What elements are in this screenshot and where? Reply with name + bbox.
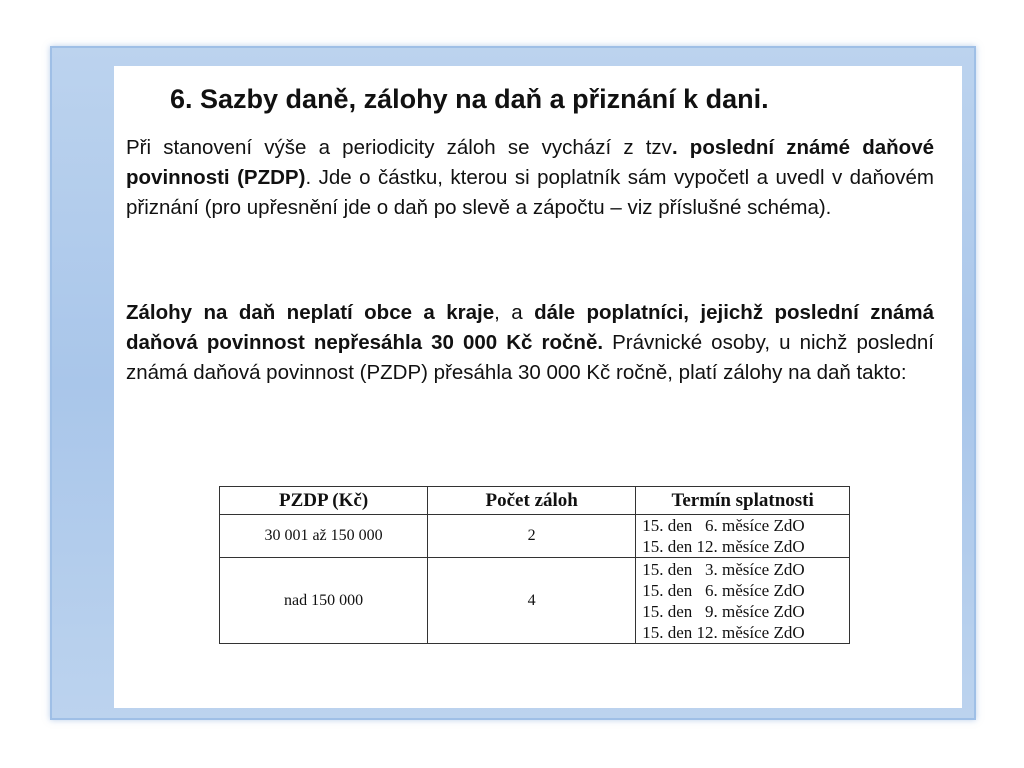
advance-payments-table	[219, 486, 850, 644]
paragraph-text: , a	[494, 301, 535, 324]
paragraph-bold-text: Zálohy na daň neplatí obce a kraje	[126, 301, 495, 324]
paragraph-exemptions	[126, 298, 934, 388]
term-line: 15. den 9. měsíce ZdO	[642, 601, 805, 621]
paragraph-bold-text: . poslední známé daňové povinnosti (PZDP)	[126, 136, 935, 189]
term-line: 15. den 12. měsíce ZdO	[642, 537, 805, 556]
paragraph-pzdp	[126, 133, 934, 223]
paragraph-text: . Jde o částku, kterou si poplatník sám vypočetl a uvedl v daňovém přiznání (pro upřesnění jde o daň po slevě a zápočtu – viz příslušné schéma).	[126, 166, 935, 219]
cell-pzdp: nad 150 000	[220, 558, 428, 644]
cell-terms	[636, 515, 850, 558]
term-line: 15. den 3. měsíce ZdO	[642, 559, 805, 579]
table-row	[220, 558, 850, 644]
paragraph-text: Právnické osoby, u nichž poslední známá daňová povinnost (PZDP) přesáhla 30 000 Kč ročně, platí zálohy na daň takto:	[126, 331, 934, 384]
table-header-row	[220, 487, 850, 515]
column-header-terms: Termín splatnosti	[636, 487, 850, 515]
cell-terms	[636, 558, 850, 644]
term-line: 15. den 12. měsíce ZdO	[642, 622, 805, 642]
cell-pzdp: 30 001 až 150 000	[220, 515, 428, 558]
term-line: 15. den 6. měsíce ZdO	[642, 580, 805, 600]
table-row	[220, 515, 850, 558]
cell-count: 4	[428, 558, 636, 644]
slide-title: 6. Sazby daně, zálohy na daň a přiznání k dani.	[170, 84, 769, 114]
paragraph-bold-text: dále poplatníci, jejichž poslední známá daňová povinnost nepřesáhla 30 000 Kč ročně.	[126, 301, 934, 354]
cell-count: 2	[428, 515, 636, 558]
term-line: 15. den 6. měsíce ZdO	[642, 516, 805, 535]
column-header-count: Počet záloh	[428, 487, 636, 515]
paragraph-text: Při stanovení výše a periodicity záloh se vychází z tzv	[126, 136, 672, 159]
column-header-pzdp: PZDP (Kč)	[220, 487, 428, 515]
